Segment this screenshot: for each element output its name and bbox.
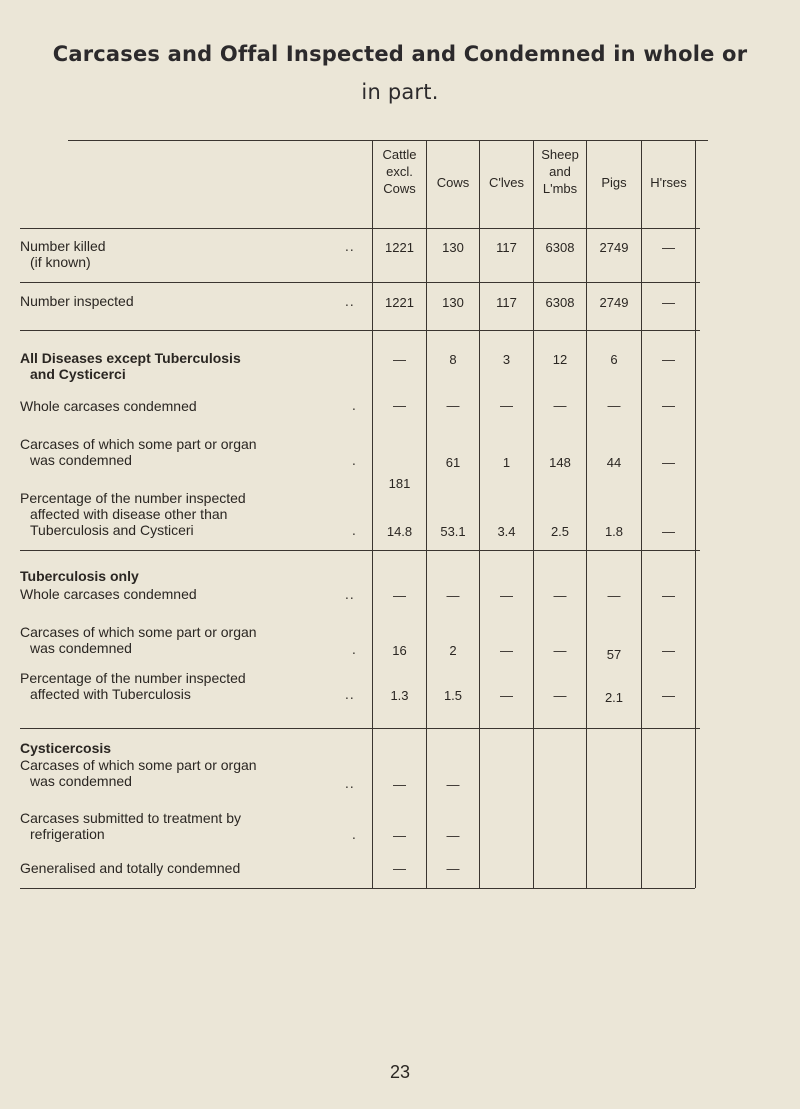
cell: 3 [502, 352, 511, 367]
cell: — [662, 352, 675, 367]
row-label-part-condemned [20, 436, 360, 468]
row-label-percentage-tb [20, 670, 360, 702]
cell: 6308 [545, 240, 575, 255]
label-line: Carcases submitted to treatment by [20, 810, 241, 826]
cell: — [446, 398, 460, 413]
cell: 8 [449, 352, 457, 367]
column-header-cows: Cows [436, 175, 470, 190]
cell: — [553, 643, 567, 658]
page-title-continued: in part. [361, 80, 439, 104]
leader-dots: . [352, 643, 357, 657]
cell: 1.5 [443, 688, 463, 703]
row-label-all-diseases [20, 350, 360, 382]
label-line: was condemned [30, 452, 132, 468]
label-line: Carcases of which some part or organ [20, 436, 257, 452]
cell: 117 [496, 295, 517, 310]
cell: — [662, 240, 675, 255]
cell: 2.5 [550, 524, 570, 539]
leader-dots: .. [345, 588, 355, 602]
cell: — [553, 688, 567, 703]
leader-dots: .. [345, 688, 355, 702]
cell: 1221 [385, 240, 414, 255]
cell: 130 [442, 240, 464, 255]
label-line: affected with disease other than [30, 506, 228, 522]
cell: 1 [502, 455, 511, 470]
label-line: affected with Tuberculosis [30, 686, 191, 702]
cell: — [446, 777, 460, 792]
leader-dots: .. [345, 240, 355, 254]
leader-dots: .. [345, 777, 355, 791]
label-line: and Cysticerci [30, 366, 126, 382]
cell: 2749 [599, 240, 629, 255]
cell: — [500, 688, 513, 703]
label-line: refrigeration [30, 826, 105, 842]
label-line: Percentage of the number inspected [20, 490, 246, 506]
leader-dots: . [352, 828, 357, 842]
row-label-cyst-generalised: Generalised and totally condemned [20, 860, 241, 876]
leader-dots: . [352, 524, 357, 538]
label-line: Number killed [20, 238, 106, 254]
cell: — [393, 352, 406, 367]
leader-dots: .. [345, 295, 355, 309]
cell: — [662, 688, 675, 703]
cell: 117 [496, 240, 517, 255]
cell: — [446, 588, 460, 603]
column-header-pigs: Pigs [601, 175, 627, 190]
cell: — [393, 828, 406, 843]
header-line: Sheep [541, 147, 579, 162]
cell: 6308 [545, 295, 575, 310]
column-header-cattle [373, 146, 426, 197]
cell: — [393, 588, 406, 603]
section-rule [20, 728, 700, 729]
cell: 2.1 [604, 690, 624, 705]
cell: 44 [606, 455, 622, 470]
page-title: Carcases and Offal Inspected and Condemned in whole or [52, 42, 748, 66]
cell: — [662, 524, 675, 539]
row-label-number-inspected: Number inspected [20, 293, 134, 309]
cell: — [662, 588, 675, 603]
cell: 6 [610, 352, 618, 367]
cell: 1221 [385, 295, 414, 310]
cell: — [662, 398, 675, 413]
cell: 57 [606, 647, 622, 662]
table-bottom-rule [20, 888, 695, 889]
cell: — [553, 398, 567, 413]
column-header-sheep [534, 146, 586, 197]
cell: — [500, 643, 513, 658]
header-line: excl. [386, 164, 413, 179]
row-label-part-condemned-tb [20, 624, 360, 656]
cell: 1.8 [604, 524, 624, 539]
cell: — [393, 777, 406, 792]
cell: 2749 [599, 295, 629, 310]
cell: — [500, 588, 513, 603]
cell: 1.3 [390, 688, 409, 703]
label-line: Carcases of which some part or organ [20, 624, 257, 640]
cell: — [446, 828, 460, 843]
cell-cattle-shared: 181 [388, 476, 411, 491]
page-number: 23 [389, 1062, 411, 1082]
label-line: Carcases of which some part or organ [20, 757, 257, 773]
section-rule [20, 550, 700, 551]
row-label-percentage-other [20, 490, 360, 538]
row-label-cyst-part [20, 757, 360, 789]
header-rule [20, 228, 700, 229]
cell: 130 [442, 295, 464, 310]
row-label-number-killed [20, 238, 360, 270]
table-top-rule [68, 140, 708, 141]
column-header-horses: H'rses [650, 175, 687, 190]
section-heading-tuberculosis: Tuberculosis only [20, 568, 139, 584]
cell: — [607, 398, 621, 413]
header-line: Cows [383, 181, 416, 196]
cell: — [662, 643, 675, 658]
cell: 61 [445, 455, 461, 470]
cell: — [393, 861, 406, 876]
header-line: L'mbs [542, 181, 578, 196]
cell: 2 [449, 643, 457, 658]
cell: — [393, 398, 406, 413]
column-header-calves: C'lves [489, 175, 524, 190]
cell: 14.8 [386, 524, 413, 539]
cell: 12 [552, 352, 568, 367]
cell: — [662, 295, 675, 310]
label-line: Percentage of the number inspected [20, 670, 246, 686]
cell: 148 [549, 455, 571, 470]
cell: — [662, 455, 675, 470]
row-label-whole-condemned-tb: Whole carcases condemned [20, 586, 197, 602]
column-rule [695, 140, 696, 888]
label-line: (if known) [30, 254, 91, 270]
header-line: Cattle [382, 147, 417, 162]
cell: 53.1 [440, 524, 466, 539]
label-line: was condemned [30, 640, 132, 656]
label-line: was condemned [30, 773, 132, 789]
row-label-cyst-refrigeration [20, 810, 360, 842]
row-label-whole-condemned: Whole carcases condemned [20, 398, 197, 414]
row-rule [20, 330, 700, 331]
cell: — [446, 861, 460, 876]
cell: 16 [392, 643, 407, 658]
cell: — [500, 398, 513, 413]
cell: — [553, 588, 567, 603]
leader-dots: . [352, 454, 357, 468]
label-line: Tuberculosis and Cysticeri [30, 522, 194, 538]
label-line: All Diseases except Tuberculosis [20, 350, 241, 366]
cell: — [607, 588, 621, 603]
leader-dots: . [352, 399, 357, 413]
section-heading-cysticercosis: Cysticercosis [20, 740, 112, 756]
header-line: and [549, 164, 571, 179]
cell: 3.4 [497, 524, 516, 539]
row-rule [20, 282, 700, 283]
